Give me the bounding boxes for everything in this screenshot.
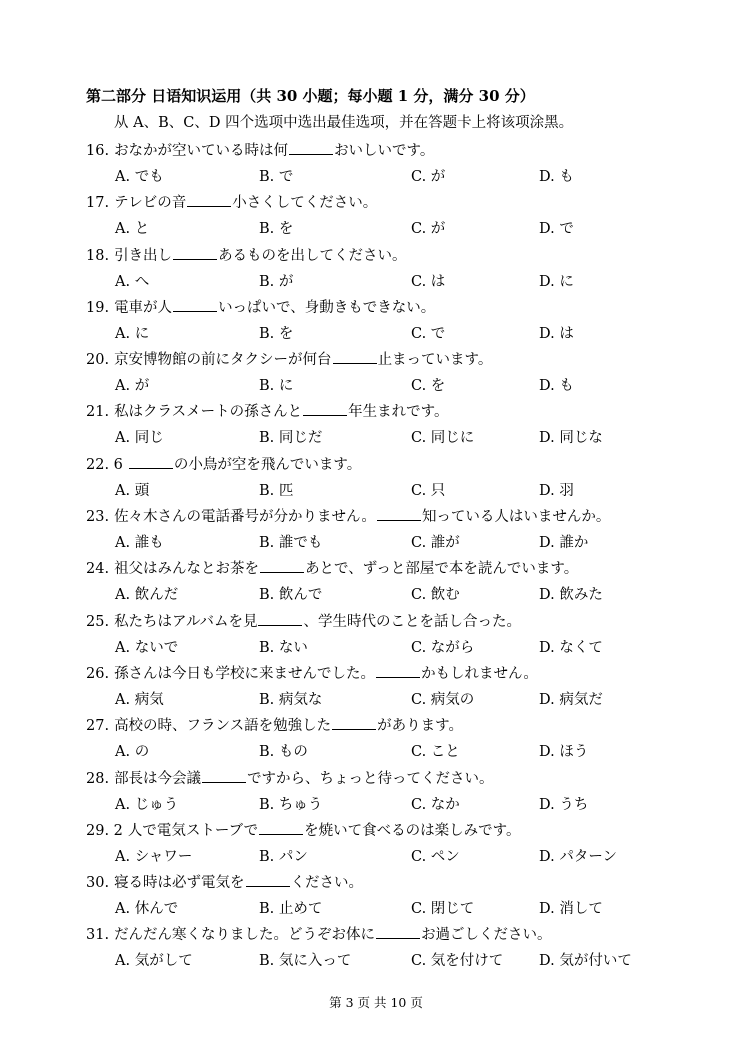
answer-blank <box>332 715 376 730</box>
question-stem <box>86 818 726 844</box>
option-a[interactable]: A. 病気 <box>115 691 164 708</box>
option-b[interactable]: B. で <box>259 169 294 185</box>
question-stem <box>86 922 726 948</box>
question-list <box>86 138 726 975</box>
option-d[interactable]: D. に <box>539 273 574 290</box>
question-item <box>86 243 726 295</box>
question-text-before: 祖父はみんなとお茶を <box>114 561 260 578</box>
option-c[interactable]: C. 同じに <box>411 430 475 447</box>
option-d[interactable]: D. 同じな <box>539 430 603 447</box>
question-stem <box>86 870 726 896</box>
question-stem <box>86 661 726 687</box>
question-item <box>86 556 726 608</box>
option-d[interactable]: D. 羽 <box>539 482 574 499</box>
option-row <box>86 582 726 608</box>
question-item <box>86 452 726 504</box>
option-c[interactable]: C. 只 <box>411 482 446 499</box>
answer-blank <box>187 192 231 207</box>
question-number: 25. <box>86 613 110 630</box>
option-b[interactable]: B. に <box>259 378 294 395</box>
question-stem <box>86 504 726 530</box>
question-text-after: ください。 <box>290 875 364 892</box>
answer-blank <box>333 349 377 364</box>
option-row <box>86 739 726 765</box>
question-text-before: 京安博物館の前にタクシーが何台 <box>114 352 332 369</box>
option-b[interactable]: B. パン <box>259 848 308 865</box>
question-text-after: 小さくしてください。 <box>232 195 378 212</box>
option-b[interactable]: B. を <box>259 221 294 238</box>
option-b[interactable]: B. が <box>259 273 294 290</box>
question-number: 19. <box>86 299 110 316</box>
option-c[interactable]: C. ペン <box>411 848 460 865</box>
question-text-after: あとで、ずっと部屋で本を読んでいます。 <box>305 561 579 578</box>
option-a[interactable]: A. ないで <box>115 639 179 656</box>
question-text-before: 私たちはアルバムを見 <box>114 613 258 630</box>
option-row <box>86 530 726 556</box>
question-item <box>86 190 726 242</box>
question-text-before: 人で電気ストーブで <box>127 822 259 839</box>
question-item <box>86 399 726 451</box>
option-b[interactable]: B. ない <box>259 639 308 656</box>
option-d[interactable]: D. 病気だ <box>539 691 603 708</box>
option-d[interactable]: D. なくて <box>539 639 603 656</box>
question-stem <box>86 399 726 425</box>
option-c[interactable]: C. 飲む <box>411 587 460 604</box>
option-d[interactable]: D. 消して <box>539 901 603 918</box>
answer-blank <box>173 297 217 312</box>
option-b[interactable]: B. 気に入って <box>259 953 352 970</box>
option-a[interactable]: A. 飲んだ <box>115 587 179 604</box>
question-text-after: いっぱいで、身動きもできない。 <box>218 299 436 316</box>
question-text-before: だんだん寒くなりました。どうぞお体に <box>114 927 376 944</box>
answer-blank <box>376 663 420 678</box>
option-c[interactable]: C. 病気の <box>411 691 475 708</box>
option-d[interactable]: D. 飲みた <box>539 587 603 604</box>
question-text-before: おなかが空いている時は何 <box>114 143 289 159</box>
question-number: 22. 6 <box>86 456 123 473</box>
question-number: 27. <box>86 718 110 735</box>
question-item <box>86 818 726 870</box>
question-number: 20. <box>86 352 110 369</box>
option-c[interactable]: C. は <box>411 273 446 290</box>
option-row <box>86 948 726 974</box>
question-text-after: お過ごしください。 <box>421 927 552 944</box>
answer-blank <box>129 454 173 469</box>
question-text-after: 年生まれです。 <box>348 404 449 421</box>
question-text-after: おいしいです。 <box>334 143 435 159</box>
option-b[interactable]: B. 止めて <box>259 901 323 918</box>
section-title: 第二部分 日语知识运用（共 30 小题；每小题 1 分，满分 30 分） <box>86 87 535 105</box>
question-text-before: テレビの音 <box>114 195 187 212</box>
question-item <box>86 609 726 661</box>
option-c[interactable]: C. を <box>411 378 446 395</box>
answer-blank <box>303 401 347 416</box>
question-stem <box>86 452 726 478</box>
option-d[interactable]: D. 気が付いて <box>539 953 632 970</box>
option-a[interactable]: A. 誰も <box>115 535 164 552</box>
question-number: 30. <box>86 875 110 892</box>
option-c[interactable]: C. こと <box>411 744 460 761</box>
option-d[interactable]: D. パターン <box>539 848 618 865</box>
question-item <box>86 870 726 922</box>
option-b[interactable]: B. 匹 <box>259 482 294 499</box>
option-row <box>86 216 726 242</box>
question-item <box>86 347 726 399</box>
option-row <box>86 844 726 870</box>
option-c[interactable]: C. 誰が <box>411 535 460 552</box>
option-c[interactable]: C. が <box>411 221 446 238</box>
question-text-after: かもしれません。 <box>421 665 538 682</box>
question-text-after: 知っている人はいませんか。 <box>421 509 611 526</box>
option-row <box>86 373 726 399</box>
question-text-after: 止まっています。 <box>377 352 493 369</box>
question-text-after: を焼いて食べるのは楽しみです。 <box>304 822 521 839</box>
question-stem <box>86 713 726 739</box>
question-item <box>86 661 726 713</box>
question-stem <box>86 190 726 216</box>
question-stem <box>86 347 726 373</box>
answer-blank <box>258 611 302 626</box>
option-row <box>86 896 726 922</box>
option-b[interactable]: B. 誰でも <box>259 535 323 552</box>
question-text-before: 佐々木さんの電話番号が分かりません。 <box>114 509 376 526</box>
answer-blank <box>376 924 420 939</box>
question-text-before: 孫さんは今日も学校に来ませんでした。 <box>114 665 376 682</box>
option-d[interactable]: D. うち <box>539 796 589 813</box>
question-text-before: 私はクラスメートの孫さんと <box>114 404 303 421</box>
question-item <box>86 295 726 347</box>
option-a[interactable]: A. と <box>115 221 150 238</box>
question-number: 29. 2 <box>86 822 123 839</box>
option-d[interactable]: D. も <box>539 169 574 185</box>
question-text-before: 寝る時は必ず電気を <box>114 875 245 892</box>
option-row <box>86 321 726 347</box>
option-d[interactable]: D. 誰か <box>539 535 589 552</box>
option-a[interactable]: A. 気がして <box>115 953 193 970</box>
option-row <box>86 478 726 504</box>
option-row <box>86 792 726 818</box>
option-a[interactable]: A. が <box>115 378 150 395</box>
question-number: 28. <box>86 770 110 787</box>
page-footer: 第 3 页 共 10 页 <box>329 995 423 1010</box>
question-item <box>86 138 726 190</box>
option-b[interactable]: B. 飲んで <box>259 587 323 604</box>
question-stem <box>86 766 726 792</box>
option-row <box>86 687 726 713</box>
option-d[interactable]: D. も <box>539 378 574 395</box>
option-a[interactable]: A. シャワー <box>115 848 193 865</box>
question-number: 31. <box>86 927 110 944</box>
answer-blank <box>246 872 290 887</box>
answer-blank <box>259 820 303 835</box>
option-a[interactable]: A. でも <box>115 169 164 185</box>
question-stem <box>86 556 726 582</box>
question-number: 24. <box>86 561 110 578</box>
option-a[interactable]: A. 頭 <box>115 482 150 499</box>
question-text-before: 引き出し <box>114 247 173 264</box>
question-number: 23. <box>86 509 110 526</box>
question-number: 26. <box>86 665 110 682</box>
question-text-after: の小鳥が空を飛んでいます。 <box>173 456 362 473</box>
question-item <box>86 713 726 765</box>
question-text-after: があります。 <box>377 718 463 735</box>
question-item <box>86 922 726 974</box>
option-c[interactable]: C. で <box>411 325 446 342</box>
question-stem <box>86 295 726 321</box>
option-b[interactable]: B. 病気な <box>259 691 323 708</box>
option-b[interactable]: B. を <box>259 325 294 342</box>
question-number: 21. <box>86 404 110 421</box>
option-a[interactable]: A. へ <box>115 273 150 290</box>
answer-blank <box>377 506 421 521</box>
option-d[interactable]: D. は <box>539 325 574 342</box>
option-a[interactable]: A. の <box>115 744 150 761</box>
option-a[interactable]: A. 休んで <box>115 901 179 918</box>
question-stem <box>86 609 726 635</box>
question-stem <box>86 243 726 269</box>
option-row <box>86 164 726 190</box>
question-text-before: 高校の時、フランス語を勉強した <box>114 718 332 735</box>
option-d[interactable]: D. ほう <box>539 744 589 761</box>
question-stem <box>86 138 726 164</box>
answer-blank <box>173 245 217 260</box>
option-c[interactable]: C. ながら <box>411 639 475 656</box>
option-a[interactable]: A. に <box>115 325 150 342</box>
answer-blank <box>260 558 304 573</box>
question-item <box>86 766 726 818</box>
question-number: 17. <box>86 195 110 212</box>
option-d[interactable]: D. で <box>539 221 574 238</box>
section-instruction: 从 A、B、C、D 四个选项中选出最佳选项，并在答题卡上将该项涂黑。 <box>114 115 574 131</box>
option-c[interactable]: C. 閉じて <box>411 901 475 918</box>
question-text-before: 電車が人 <box>114 299 173 316</box>
option-row <box>86 635 726 661</box>
question-number: 18. <box>86 247 110 264</box>
option-a[interactable]: A. じゅう <box>115 796 179 813</box>
option-row <box>86 269 726 295</box>
option-b[interactable]: B. ちゅう <box>259 796 323 813</box>
question-number: 16. <box>86 143 110 159</box>
question-item <box>86 504 726 556</box>
option-c[interactable]: C. なか <box>411 796 460 813</box>
option-row <box>86 425 726 451</box>
option-b[interactable]: B. もの <box>259 744 308 761</box>
answer-blank <box>289 140 333 155</box>
question-text-after: 、学生時代のことを話し合った。 <box>303 613 521 630</box>
question-text-before: 部長は今会議 <box>114 770 202 787</box>
question-text-after: ですから、ちょっと待ってください。 <box>247 770 494 787</box>
option-a[interactable]: A. 同じ <box>115 430 164 447</box>
answer-blank <box>202 768 246 783</box>
option-c[interactable]: C. が <box>411 169 446 185</box>
question-text-after: あるものを出してください。 <box>218 247 407 264</box>
option-c[interactable]: C. 気を付けて <box>411 953 504 970</box>
option-b[interactable]: B. 同じだ <box>259 430 323 447</box>
